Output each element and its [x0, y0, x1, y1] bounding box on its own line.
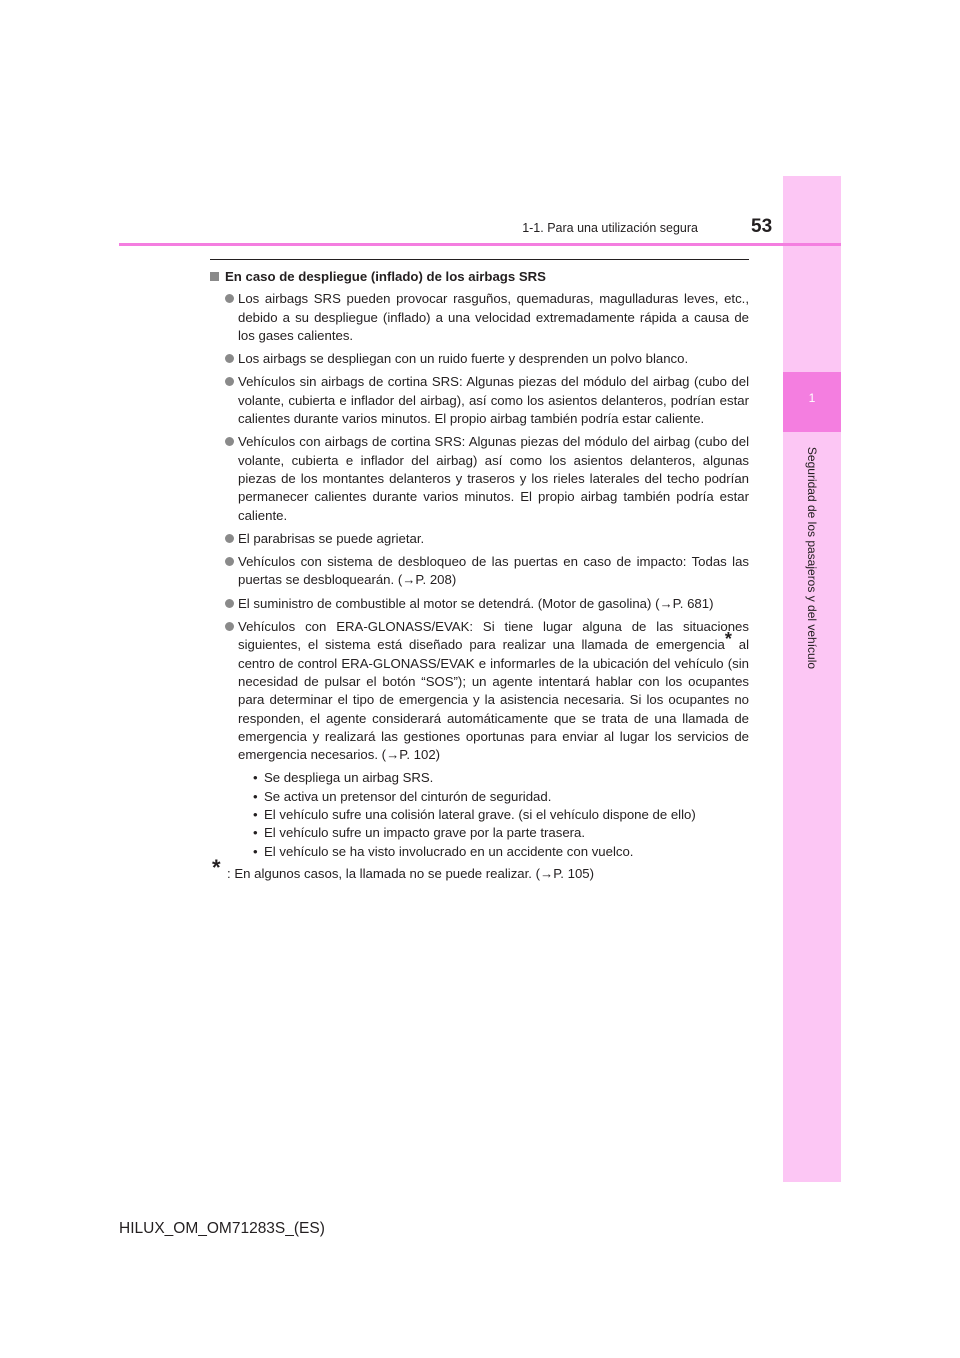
list-item-text: Vehículos sin airbags de cortina SRS: Algunas piezas del módulo del airbag (cubo del volante, cubierta e inflador del airbag), así como los asientos delanteros, podrían estar calientes durante varios minutos. El propio airbag también podría estar caliente.: [238, 374, 749, 427]
bullet-dot-icon: [225, 377, 234, 386]
list-item-text: Vehículos con airbags de cortina SRS: Algunas piezas del módulo del airbag (cubo del volante, cubierta e inflador del airbag) así como los asientos delanteros, algunas piezas de los montantes delanteros y traseros y los rieles laterales del techo podrían permanecer calientes durante varios minutos. El propio airbag también podría estar caliente.: [238, 434, 749, 523]
main-content: [210, 268, 749, 883]
situation-item: • Se activa un pretensor del cinturón de seguridad.: [253, 788, 749, 806]
list-item: [210, 433, 749, 524]
section-heading-text: En caso de despliegue (inflado) de los airbags SRS: [225, 269, 546, 284]
footnote: [210, 854, 749, 883]
list-item: [210, 595, 749, 613]
document-code: HILUX_OM_OM71283S_(ES): [119, 1220, 325, 1237]
era-text-part2: al centro de control ERA-GLONASS/EVAK e informarles de la ubicación del vehículo (sin necesidad de pulsar el botón “SOS”); un agente intentará hablar con los ocupantes para determinar el tipo de emergencia y la asistencia necesaria. Si los ocupantes no responden, el agente considerará automáticamente que se trata de una llamada de emergencia y realizará las gestiones oportunas para enviar al lugar los servicios de emergencia necesarios. (→P. 102): [238, 637, 749, 763]
bullet-dot-icon: [225, 354, 234, 363]
side-tab: [783, 176, 841, 1182]
bullet-dot-icon: [225, 557, 234, 566]
list-item-text: Los airbags se despliegan con un ruido fuerte y desprenden un polvo blanco.: [238, 351, 689, 367]
bullet-dot-icon: [225, 622, 234, 631]
list-item-era-glonass: [210, 618, 749, 764]
section-heading: [210, 268, 749, 286]
header-rule: [119, 243, 841, 246]
page-number: 53: [751, 216, 773, 237]
section-title: 1-1. Para una utilización segura: [522, 221, 698, 235]
list-item: [210, 290, 749, 345]
list-item-text: Vehículos con sistema de desbloqueo de las puertas en caso de impacto: Todas las puertas se desbloquearán. (→P. 208): [238, 554, 749, 588]
situation-list: [210, 769, 749, 860]
list-item-text: El parabrisas se puede agrietar.: [238, 530, 425, 546]
list-item-text: Los airbags SRS pueden provocar rasguños, quemaduras, magulladuras leves, etc., debido a su despliegue (inflado) a una velocidad extremadamente rápida a causa de los gases calientes.: [238, 291, 749, 343]
bullet-dot-icon: [225, 599, 234, 608]
chapter-number: 1: [808, 391, 816, 405]
bullet-dot-icon: [225, 534, 234, 543]
footnote-text: : En algunos casos, la llamada no se puede realizar. (→P. 105): [227, 865, 595, 881]
list-item: [210, 530, 749, 548]
list-item: [210, 553, 749, 590]
square-bullet-icon: [210, 272, 219, 281]
situation-item: • El vehículo sufre una colisión lateral grave. (si el vehículo dispone de ello): [253, 806, 749, 824]
bullet-dot-icon: [225, 294, 234, 303]
list-item: [210, 350, 749, 368]
footnote-marker: *: [212, 854, 221, 880]
situation-item: • El vehículo sufre un impacto grave por la parte trasera.: [253, 824, 749, 842]
situation-item: • Se despliega un airbag SRS.: [253, 769, 749, 787]
footnote-asterisk: *: [724, 629, 732, 650]
content-divider: [210, 259, 749, 260]
list-item: [210, 373, 749, 428]
situation-item: • El vehículo se ha visto involucrado en un accidente con vuelco.: [253, 843, 749, 861]
chapter-title: Seguridad de los pasajeros y del vehículo: [805, 446, 819, 670]
bullet-dot-icon: [225, 437, 234, 446]
list-item-text: El suministro de combustible al motor se detendrá. (Motor de gasolina) (→P. 681): [238, 595, 714, 611]
era-text-part1: Vehículos con ERA-GLONASS/EVAK: Si tiene lugar alguna de las situaciones siguientes, el sistema está diseñado para realizar una llamada de emergencia: [238, 619, 749, 653]
